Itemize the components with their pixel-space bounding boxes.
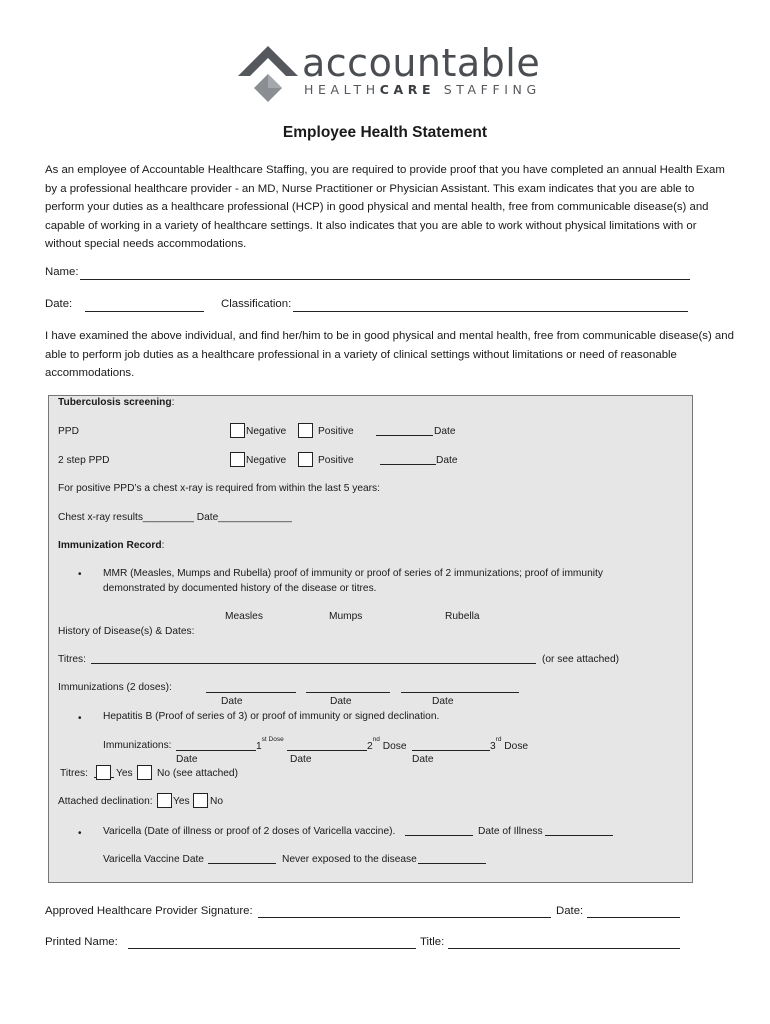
titres-label: Titres: (58, 654, 86, 665)
date-caption: Date (432, 696, 454, 707)
name-label: Name: (45, 266, 79, 278)
hep-b-dose-3-field[interactable] (412, 740, 490, 751)
hep-b-immunizations-label: Immunizations: (103, 740, 172, 751)
company-logo (236, 41, 541, 108)
ppd-label: PPD (58, 426, 79, 437)
logo-tagline: HEALTHCARE STAFFING (304, 82, 541, 97)
titres-field[interactable] (91, 653, 536, 664)
provider-signature-label: Approved Healthcare Provider Signature: (45, 905, 253, 917)
logo-mark-icon (236, 44, 300, 108)
dose-2-label: 2nd Dose (367, 736, 407, 753)
varicella-text: Varicella (Date of illness or proof of 2 doses of Varicella vaccine). (103, 826, 396, 837)
xray-results-line[interactable]: Chest x-ray results_________ Date_____________ (58, 512, 292, 523)
xray-note: For positive PPD’s a chest x-ray is required from within the last 5 years: (58, 483, 380, 494)
ppd-date-label: Date (434, 426, 456, 437)
dose-1-label: $1^{st Dose}$ (256, 736, 284, 753)
medical-record-box (48, 395, 693, 883)
immunizations-2-doses-label: Immunizations (2 doses): (58, 682, 172, 693)
titres-yesno-label: Titres: (60, 768, 88, 779)
ppd-negative-checkbox[interactable] (230, 422, 245, 440)
mmr-dose-2-field[interactable] (306, 682, 390, 693)
classification-label: Classification: (221, 298, 292, 310)
date-label: Date: (45, 298, 73, 310)
tb-heading: Tuberculosis screening: (58, 397, 175, 408)
mmr-dose-1-field[interactable] (206, 682, 296, 693)
titres-yes-checkbox[interactable] (96, 764, 111, 782)
two-step-date-label: Date (436, 455, 458, 466)
ppd-date-field[interactable] (376, 425, 433, 436)
mmr-dose-3-field[interactable] (401, 682, 519, 693)
ppd-positive-checkbox[interactable] (298, 422, 313, 440)
date-caption: Date (290, 754, 312, 765)
hep-b-dose-1-field[interactable] (176, 740, 256, 751)
titres-no-label: No (see attached) (157, 768, 238, 779)
two-step-negative-label: Negative (246, 455, 287, 466)
date-caption: Date (221, 696, 243, 707)
two-step-negative-checkbox[interactable] (230, 451, 245, 469)
title-field[interactable] (448, 936, 680, 949)
hep-b-text: Hepatitis B (Proof of series of 3) or proof of immunity or signed declination. (103, 711, 440, 722)
varicella-vaccine-date-label: Varicella Vaccine Date (103, 854, 204, 865)
two-step-positive-label: Positive (318, 455, 354, 466)
bullet-icon: • (78, 713, 82, 724)
bullet-icon: • (78, 828, 82, 839)
mmr-text: MMR (Measles, Mumps and Rubella) proof of immunity or proof of series of 2 immunizations; proof of immunity demonstrated by documented history of the disease or titres. (103, 568, 603, 594)
never-exposed-label: Never exposed to the disease (282, 854, 417, 865)
name-field[interactable] (80, 267, 690, 280)
measles-label: Measles (225, 611, 263, 622)
title-label: Title: (420, 936, 445, 948)
date-caption: Date (330, 696, 352, 707)
varicella-vaccine-date-field[interactable] (208, 853, 276, 864)
printed-name-field[interactable] (128, 936, 416, 949)
date-of-illness-label: Date of Illness (478, 826, 543, 837)
declination-yes-checkbox[interactable] (157, 792, 172, 810)
intro-paragraph: As an employee of Accountable Healthcare Staffing, you are required to provide proof that you have completed an annual Health Exam by a professional healthcare provider - an MD, Nurse Practitioner or Physician Assistant. This exam indicates that you are able to perform your duties as a healthcare professional (HCP) in good physical and mental health, free from communicable disease(s) and capable of working in a variety of healthcare settings. It also indicates that you are able to work without physical limitations with or without special needs accommodations. (45, 164, 725, 251)
titres-no-checkbox[interactable] (137, 764, 152, 782)
disease-history-label: History of Disease(s) & Dates: (58, 626, 195, 637)
classification-field[interactable] (293, 299, 688, 312)
attestation-paragraph: I have examined the above individual, and find her/him to be in good physical and mental health, free from communicable disease(s) and able to perform job duties as a healthcare professional in a variety of clinical settings without limitations or need of reasonable accommodations. (45, 330, 734, 380)
date-caption: Date (412, 754, 434, 765)
logo-wordmark: accountable (302, 41, 541, 85)
dose-3-label: 3rd Dose (490, 736, 529, 753)
signature-date-label: Date: (556, 905, 584, 917)
ppd-positive-label: Positive (318, 426, 354, 437)
date-of-illness-field[interactable] (545, 825, 613, 836)
bullet-icon: • (78, 569, 82, 580)
titres-yes-label: Yes (116, 768, 133, 779)
two-step-date-field[interactable] (380, 454, 436, 465)
two-step-positive-checkbox[interactable] (298, 451, 313, 469)
rubella-label: Rubella (445, 611, 480, 622)
see-attached-label: (or see attached) (542, 654, 620, 665)
mumps-label: Mumps (329, 611, 363, 622)
declination-no-label: No (210, 796, 224, 807)
page-title: Employee Health Statement (282, 124, 488, 141)
date-caption: Date (176, 754, 198, 765)
signature-date-field[interactable] (587, 905, 680, 918)
declination-no-checkbox[interactable] (193, 792, 208, 810)
declination-yes-label: Yes (173, 796, 190, 807)
never-exposed-field[interactable] (418, 853, 486, 864)
provider-signature-field[interactable] (258, 905, 551, 918)
printed-name-label: Printed Name: (45, 936, 118, 948)
varicella-date-field[interactable] (405, 825, 473, 836)
date-field[interactable] (85, 299, 204, 312)
hep-b-dose-2-field[interactable] (287, 740, 367, 751)
ppd-negative-label: Negative (246, 426, 287, 437)
two-step-ppd-label: 2 step PPD (58, 455, 110, 466)
attached-declination-label: Attached declination: (58, 796, 153, 807)
immunization-heading: Immunization Record: (58, 540, 165, 551)
